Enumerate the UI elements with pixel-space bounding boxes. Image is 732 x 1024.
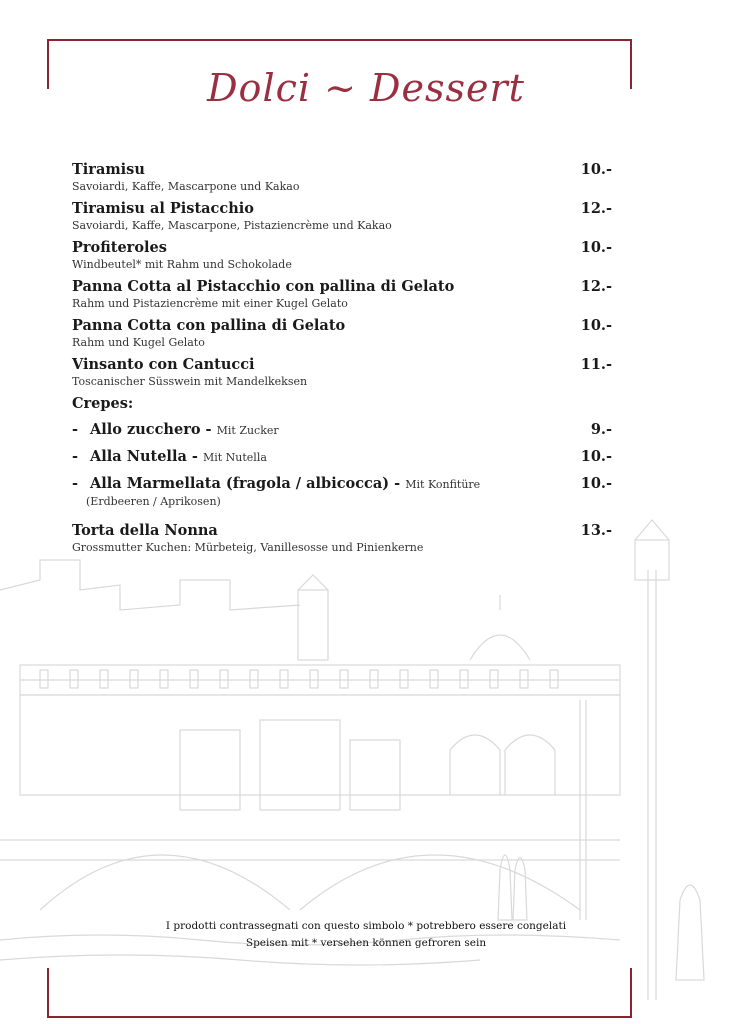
crepe-name: Allo zucchero (90, 421, 201, 438)
menu-item (72, 238, 612, 272)
page-title: Dolci ~ Dessert (207, 66, 525, 110)
item-description: Grossmutter Kuchen: Mürbeteig, Vanillesosse und Pinienkerne (72, 541, 424, 554)
list-dash: - (72, 475, 79, 492)
item-name: Panna Cotta con pallina di Gelato (72, 317, 346, 334)
crepe-description-continued: (Erdbeeren / Aprikosen) (86, 495, 221, 508)
frozen-footnote (0, 918, 732, 952)
item-name: Profiteroles (72, 239, 167, 256)
item-description: Toscanischer Süsswein mit Mandelkeksen (72, 375, 308, 388)
item-description: Savoiardi, Kaffe, Mascarpone, Pistaziencrème und Kakao (72, 219, 392, 232)
item-name: Vinsanto con Cantucci (72, 356, 255, 373)
menu-item (72, 355, 612, 389)
crepe-separator: - (200, 421, 217, 438)
menu-item (72, 521, 612, 555)
crepe-separator: - (389, 475, 406, 492)
item-description: Rahm und Pistaziencrème mit einer Kugel Gelato (72, 297, 348, 310)
item-price: 10.- (580, 317, 612, 334)
list-dash: - (72, 448, 79, 465)
item-name: Tiramisu (72, 161, 145, 178)
crepe-price: 10.- (580, 475, 612, 492)
item-description: Savoiardi, Kaffe, Mascarpone und Kakao (72, 180, 300, 193)
crepe-separator: - (186, 448, 203, 465)
crepe-description: Mit Nutella (202, 451, 267, 464)
crepe-name: Alla Nutella (90, 448, 187, 465)
crepe-item (72, 420, 612, 440)
item-description: Rahm und Kugel Gelato (72, 336, 205, 349)
list-dash: - (72, 421, 79, 438)
item-description: Windbeutel* mit Rahm und Schokolade (72, 258, 292, 271)
item-price: 12.- (580, 200, 612, 217)
crepe-item (72, 447, 612, 467)
crepe-description: Mit Zucker (216, 424, 279, 437)
item-name: Torta della Nonna (72, 522, 218, 539)
crepe-description: Mit Konfitüre (405, 478, 481, 491)
crepe-name: Alla Marmellata (fragola / albicocca) (90, 475, 390, 492)
crepes-section-label: Crepes: (72, 395, 134, 412)
item-price: 11.- (580, 356, 612, 373)
menu-item (72, 199, 612, 233)
menu-item (72, 277, 612, 311)
item-price: 10.- (580, 239, 612, 256)
crepe-item (72, 474, 612, 509)
crepe-price: 10.- (580, 448, 612, 465)
footnote-line-italian: I prodotti contrassegnati con questo simbolo * potrebbero essere congelati (165, 920, 567, 932)
item-name: Panna Cotta al Pistacchio con pallina di Gelato (72, 278, 455, 295)
item-price: 10.- (580, 161, 612, 178)
menu-item (72, 316, 612, 350)
item-price: 13.- (580, 522, 612, 539)
item-name: Tiramisu al Pistacchio (72, 200, 254, 217)
crepe-price: 9.- (590, 421, 612, 438)
item-price: 12.- (580, 278, 612, 295)
dessert-menu (72, 160, 612, 560)
footnote-line-german: Speisen mit * versehen können gefroren sein (245, 937, 487, 949)
menu-item (72, 160, 612, 194)
